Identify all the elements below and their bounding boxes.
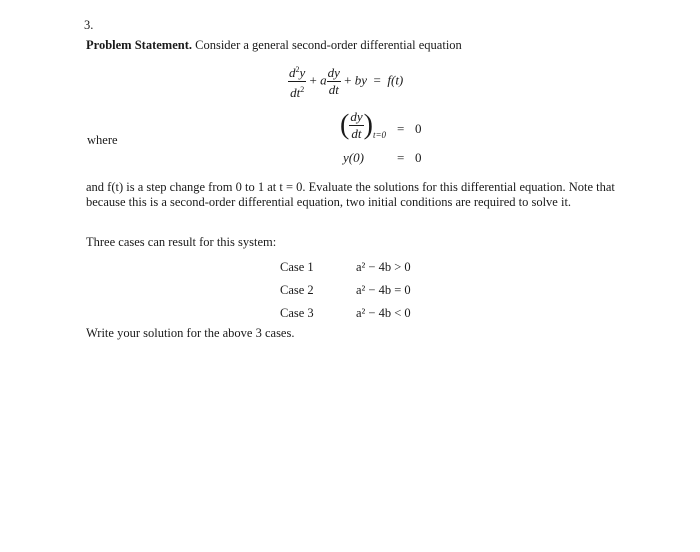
differential-equation: $\frac{d^2y}{dt^2}$ + a $\frac{dy}{dt}$ + by = f(t) bbox=[289, 65, 404, 100]
paragraph-line-1: and f(t) is a step change from 0 to 1 at t = 0. Evaluate the solutions for this differential equation. Note that bbox=[86, 180, 615, 194]
closing-instruction: Write your solution for the above 3 cases. bbox=[86, 326, 295, 340]
problem-number: 3. bbox=[84, 18, 94, 32]
first-derivative: $\frac{dy}{dt}$ bbox=[327, 65, 340, 97]
heading-bold: Problem Statement. bbox=[86, 38, 192, 52]
case-condition: a² − 4b < 0 bbox=[356, 306, 411, 320]
heading-text: Consider a general second-order differential equation bbox=[195, 38, 462, 52]
case-label: Case 2 bbox=[280, 283, 314, 297]
case-row bbox=[280, 279, 411, 302]
case-label: Case 1 bbox=[280, 260, 314, 274]
problem-heading bbox=[86, 38, 462, 53]
case-label: Case 3 bbox=[280, 306, 314, 320]
cases-table bbox=[280, 256, 411, 325]
cases-intro: Three cases can result for this system: bbox=[86, 235, 277, 249]
paragraph-line-2: because this is a second-order differential equation, two initial conditions are required to solve it. bbox=[86, 195, 572, 209]
eq-sign-1: = bbox=[397, 121, 405, 136]
initial-condition-derivative: ( $\frac{dy}{dt}$ )$_{t=0}$ bbox=[340, 109, 387, 141]
second-derivative: $\frac{d^2y}{dt^2}$ bbox=[289, 65, 306, 100]
ic-value-1: 0 bbox=[415, 121, 422, 136]
case-row bbox=[280, 256, 411, 279]
initial-condition-y0: y(0) bbox=[343, 150, 364, 165]
case-condition: a² − 4b > 0 bbox=[356, 260, 411, 274]
case-condition: a² − 4b = 0 bbox=[356, 283, 411, 297]
where-label: where bbox=[87, 133, 118, 147]
case-row bbox=[280, 302, 411, 325]
ic-value-2: 0 bbox=[415, 150, 422, 165]
eq-sign-2: = bbox=[397, 150, 405, 165]
